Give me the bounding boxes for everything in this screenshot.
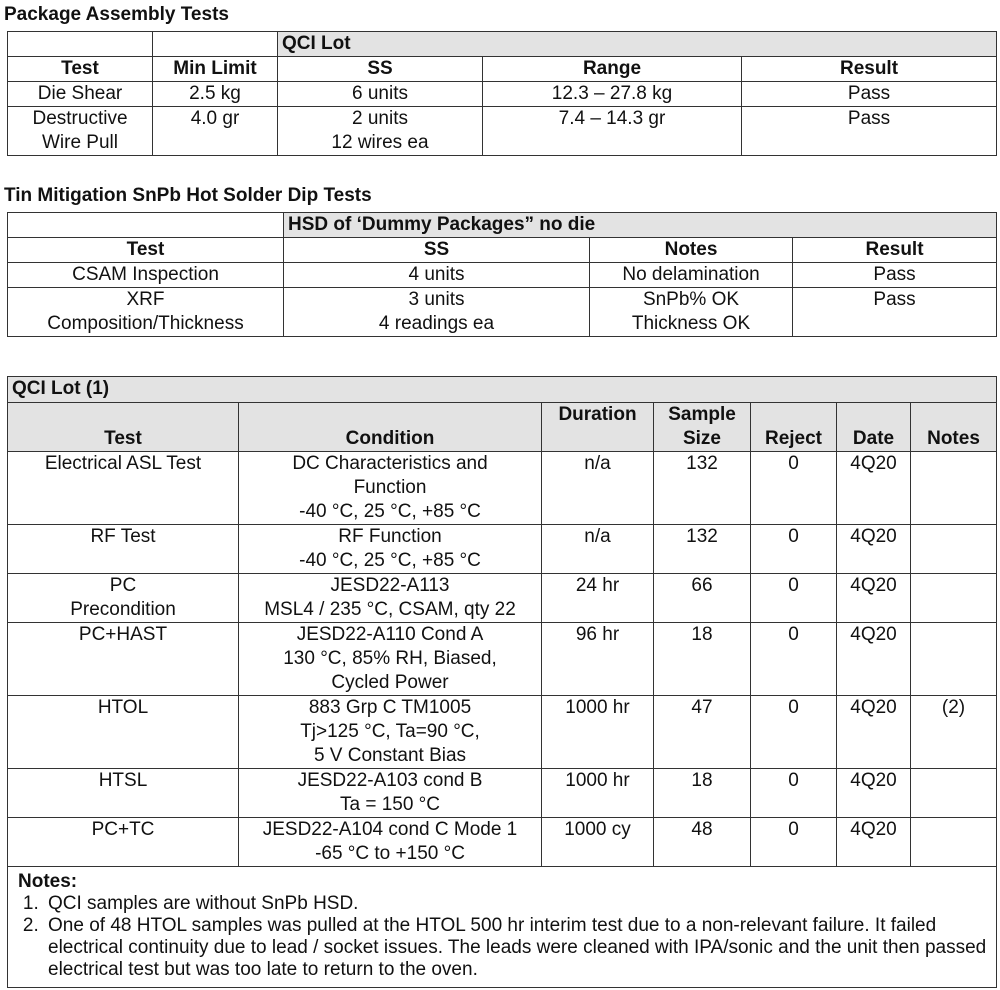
- condition-cell: JESD22-A104 cond C Mode 1 -65 °C to +150 °C: [239, 818, 542, 867]
- notes-cell: [911, 769, 997, 818]
- min-limit-cell: 2.5 kg: [153, 82, 278, 107]
- notes-heading: Notes:: [18, 871, 78, 892]
- sample-size-cell: 18: [654, 623, 751, 696]
- qci-lot-header: QCI Lot: [278, 32, 997, 57]
- col-header: Test: [8, 57, 153, 82]
- sample-size-cell: 132: [654, 452, 751, 525]
- col-header: Min Limit: [153, 57, 278, 82]
- notes-list: [18, 893, 988, 981]
- test-cell: Destructive Wire Pull: [8, 107, 153, 156]
- tin-mitigation-title: Tin Mitigation SnPb Hot Solder Dip Tests: [4, 185, 372, 206]
- notes-cell: [911, 452, 997, 525]
- reject-cell: 0: [751, 623, 837, 696]
- test-cell: Electrical ASL Test: [8, 452, 239, 525]
- ss-cell: 4 units: [284, 263, 590, 288]
- date-cell: 4Q20: [837, 525, 911, 574]
- notes-cell: [911, 623, 997, 696]
- condition-cell: RF Function -40 °C, 25 °C, +85 °C: [239, 525, 542, 574]
- condition-cell: JESD22-A103 cond B Ta = 150 °C: [239, 769, 542, 818]
- table-row: [8, 263, 997, 288]
- col-header: Test: [8, 403, 239, 452]
- condition-cell: JESD22-A113 MSL4 / 235 °C, CSAM, qty 22: [239, 574, 542, 623]
- result-cell: Pass: [793, 288, 997, 337]
- test-cell: CSAM Inspection: [8, 263, 284, 288]
- tin-mitigation-table: [7, 212, 997, 337]
- test-cell: Die Shear: [8, 82, 153, 107]
- duration-cell: n/a: [542, 452, 654, 525]
- table-header-row: [8, 57, 997, 82]
- duration-cell: 96 hr: [542, 623, 654, 696]
- test-cell: RF Test: [8, 525, 239, 574]
- reject-cell: 0: [751, 769, 837, 818]
- result-cell: Pass: [742, 107, 997, 156]
- date-cell: 4Q20: [837, 452, 911, 525]
- result-cell: Pass: [742, 82, 997, 107]
- notes-cell: [911, 818, 997, 867]
- col-header: Notes: [911, 403, 997, 452]
- reject-cell: 0: [751, 452, 837, 525]
- notes-cell: [911, 574, 997, 623]
- note-item: 2. One of 48 HTOL samples was pulled at the HTOL 500 hr interim test due to a non-relevant failure. It failed electrical continuity due to lead / socket issues. The leads were cleaned with IPA/sonic and the unit then passed electrical test but was too late to return to the oven.: [44, 915, 988, 981]
- result-cell: Pass: [793, 263, 997, 288]
- reject-cell: 0: [751, 525, 837, 574]
- col-header: SS: [278, 57, 483, 82]
- col-header: Result: [742, 57, 997, 82]
- ss-cell: 3 units 4 readings ea: [284, 288, 590, 337]
- notes-cell: [911, 525, 997, 574]
- note-item: 1. QCI samples are without SnPb HSD.: [44, 893, 988, 915]
- test-cell: PC Precondition: [8, 574, 239, 623]
- table-row: [8, 623, 997, 696]
- condition-cell: JESD22-A110 Cond A 130 °C, 85% RH, Biased, Cycled Power: [239, 623, 542, 696]
- date-cell: 4Q20: [837, 696, 911, 769]
- notes-cell: No delamination: [590, 263, 793, 288]
- range-cell: 12.3 – 27.8 kg: [483, 82, 742, 107]
- table-row: [8, 452, 997, 525]
- reject-cell: 0: [751, 818, 837, 867]
- duration-cell: n/a: [542, 525, 654, 574]
- col-header: Condition: [239, 403, 542, 452]
- table-row: [8, 696, 997, 769]
- qci-lot-table: [7, 376, 997, 988]
- package-assembly-title: Package Assembly Tests: [4, 4, 229, 25]
- test-cell: HTSL: [8, 769, 239, 818]
- table-row: [8, 574, 997, 623]
- date-cell: 4Q20: [837, 769, 911, 818]
- col-header: Range: [483, 57, 742, 82]
- test-cell: XRF Composition/Thickness: [8, 288, 284, 337]
- package-assembly-table: [7, 31, 997, 156]
- table-header-row: [8, 238, 997, 263]
- hsd-group-header: HSD of ‘Dummy Packages” no die: [284, 213, 997, 238]
- test-cell: HTOL: [8, 696, 239, 769]
- sample-size-cell: 47: [654, 696, 751, 769]
- duration-cell: 1000 cy: [542, 818, 654, 867]
- date-cell: 4Q20: [837, 623, 911, 696]
- min-limit-cell: 4.0 gr: [153, 107, 278, 156]
- ss-cell: 2 units 12 wires ea: [278, 107, 483, 156]
- table-header-row: [8, 403, 997, 452]
- reject-cell: 0: [751, 696, 837, 769]
- col-header: SS: [284, 238, 590, 263]
- table-row: [8, 82, 997, 107]
- test-cell: PC+TC: [8, 818, 239, 867]
- table-row: [8, 288, 997, 337]
- table-row: [8, 107, 997, 156]
- notes-cell: SnPb% OK Thickness OK: [590, 288, 793, 337]
- condition-cell: 883 Grp C TM1005 Tj>125 °C, Ta=90 °C, 5 V Constant Bias: [239, 696, 542, 769]
- col-header: Reject: [751, 403, 837, 452]
- table-row: [8, 769, 997, 818]
- qci-lot-title: QCI Lot (1): [8, 377, 997, 403]
- sample-size-cell: 132: [654, 525, 751, 574]
- date-cell: 4Q20: [837, 574, 911, 623]
- date-cell: 4Q20: [837, 818, 911, 867]
- notes-section: [8, 867, 997, 988]
- notes-row: [8, 867, 997, 988]
- test-cell: PC+HAST: [8, 623, 239, 696]
- range-cell: 7.4 – 14.3 gr: [483, 107, 742, 156]
- sample-size-cell: 66: [654, 574, 751, 623]
- condition-cell: DC Characteristics and Function -40 °C, 25 °C, +85 °C: [239, 452, 542, 525]
- duration-cell: 1000 hr: [542, 696, 654, 769]
- duration-cell: 24 hr: [542, 574, 654, 623]
- notes-cell: (2): [911, 696, 997, 769]
- sample-size-cell: 18: [654, 769, 751, 818]
- col-header: Result: [793, 238, 997, 263]
- duration-cell: 1000 hr: [542, 769, 654, 818]
- reject-cell: 0: [751, 574, 837, 623]
- col-header: Sample Size: [654, 403, 751, 452]
- col-header: Date: [837, 403, 911, 452]
- sample-size-cell: 48: [654, 818, 751, 867]
- col-header: Notes: [590, 238, 793, 263]
- col-header: Duration: [542, 403, 654, 452]
- table-row: [8, 525, 997, 574]
- table-row: [8, 818, 997, 867]
- ss-cell: 6 units: [278, 82, 483, 107]
- col-header: Test: [8, 238, 284, 263]
